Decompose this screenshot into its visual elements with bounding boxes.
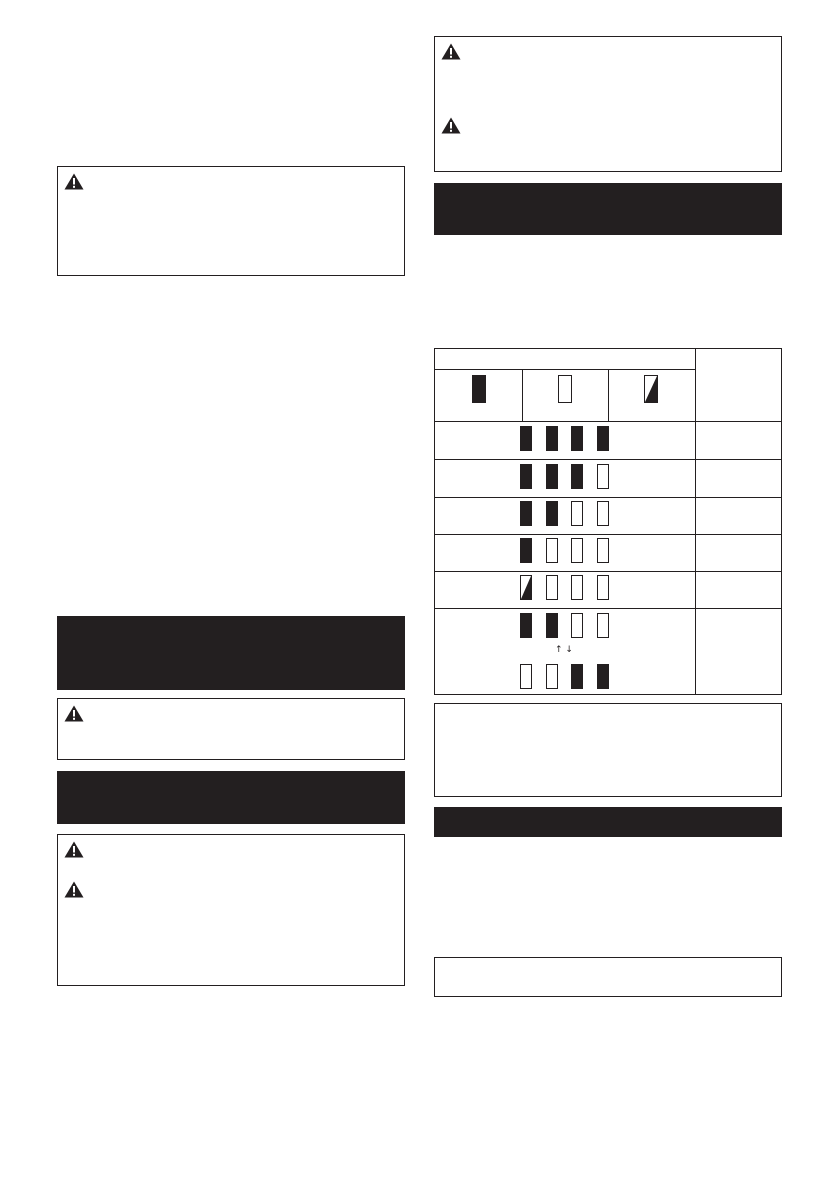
warning-triangle-icon (441, 117, 461, 134)
lamp-blinking-icon (644, 375, 658, 403)
lamp-off-icon (597, 501, 609, 526)
lamp-off-icon (571, 575, 583, 600)
warning-box-4 (434, 36, 782, 172)
lamp-lit-icon (520, 426, 532, 451)
lamp-lit-icon (472, 375, 486, 403)
legend-divider-1 (522, 369, 523, 421)
section-header-bar-3 (434, 183, 782, 235)
lamp-off-icon (546, 538, 558, 563)
warning-box-2 (57, 698, 405, 760)
warning-triangle-icon (64, 173, 84, 190)
lamp-lit-icon (546, 426, 558, 451)
row-rule (435, 421, 781, 422)
lamp-off-icon (558, 375, 572, 403)
note-box-2 (434, 957, 782, 997)
lamp-lit-icon (520, 538, 532, 563)
warning-triangle-icon (64, 841, 84, 858)
lamp-lit-icon (546, 613, 558, 638)
section-header-bar-2 (57, 771, 405, 824)
lamp-off-icon (546, 664, 558, 689)
indicator-lamp-table (434, 348, 782, 695)
row-rule (435, 571, 781, 572)
lamp-lit-icon (571, 464, 583, 489)
warning-triangle-icon (64, 705, 84, 722)
note-box (434, 703, 782, 797)
lamp-off-icon (571, 501, 583, 526)
table-header-rule (435, 369, 695, 370)
lamp-lit-icon (546, 464, 558, 489)
row-rule (435, 534, 781, 535)
legend-divider-2 (608, 369, 609, 421)
warning-box-1 (57, 166, 405, 276)
row-rule (435, 459, 781, 460)
lamp-lit-icon (571, 426, 583, 451)
row-rule (435, 497, 781, 498)
lamp-off-icon (597, 575, 609, 600)
lamp-off-icon (597, 464, 609, 489)
lamp-lit-icon (597, 426, 609, 451)
lamp-off-icon (597, 538, 609, 563)
warning-triangle-icon (441, 43, 461, 60)
lamp-off-icon (546, 575, 558, 600)
lamp-lit-icon (546, 501, 558, 526)
warning-box-3 (57, 834, 405, 986)
warning-triangle-icon (64, 881, 84, 898)
table-col-divider (695, 349, 696, 694)
lamp-lit-icon (520, 613, 532, 638)
lamp-off-icon (571, 613, 583, 638)
lamp-lit-icon (520, 501, 532, 526)
lamp-blinking-icon (520, 575, 532, 600)
lamp-lit-icon (520, 464, 532, 489)
lamp-lit-icon (571, 664, 583, 689)
lamp-off-icon (597, 613, 609, 638)
row-rule (435, 608, 781, 609)
lamp-off-icon (520, 664, 532, 689)
alternating-arrows-icon: ↑ ↓ (555, 645, 573, 655)
section-header-bar-4 (434, 807, 782, 837)
lamp-off-icon (571, 538, 583, 563)
lamp-lit-icon (597, 664, 609, 689)
section-header-bar-1 (57, 616, 405, 690)
